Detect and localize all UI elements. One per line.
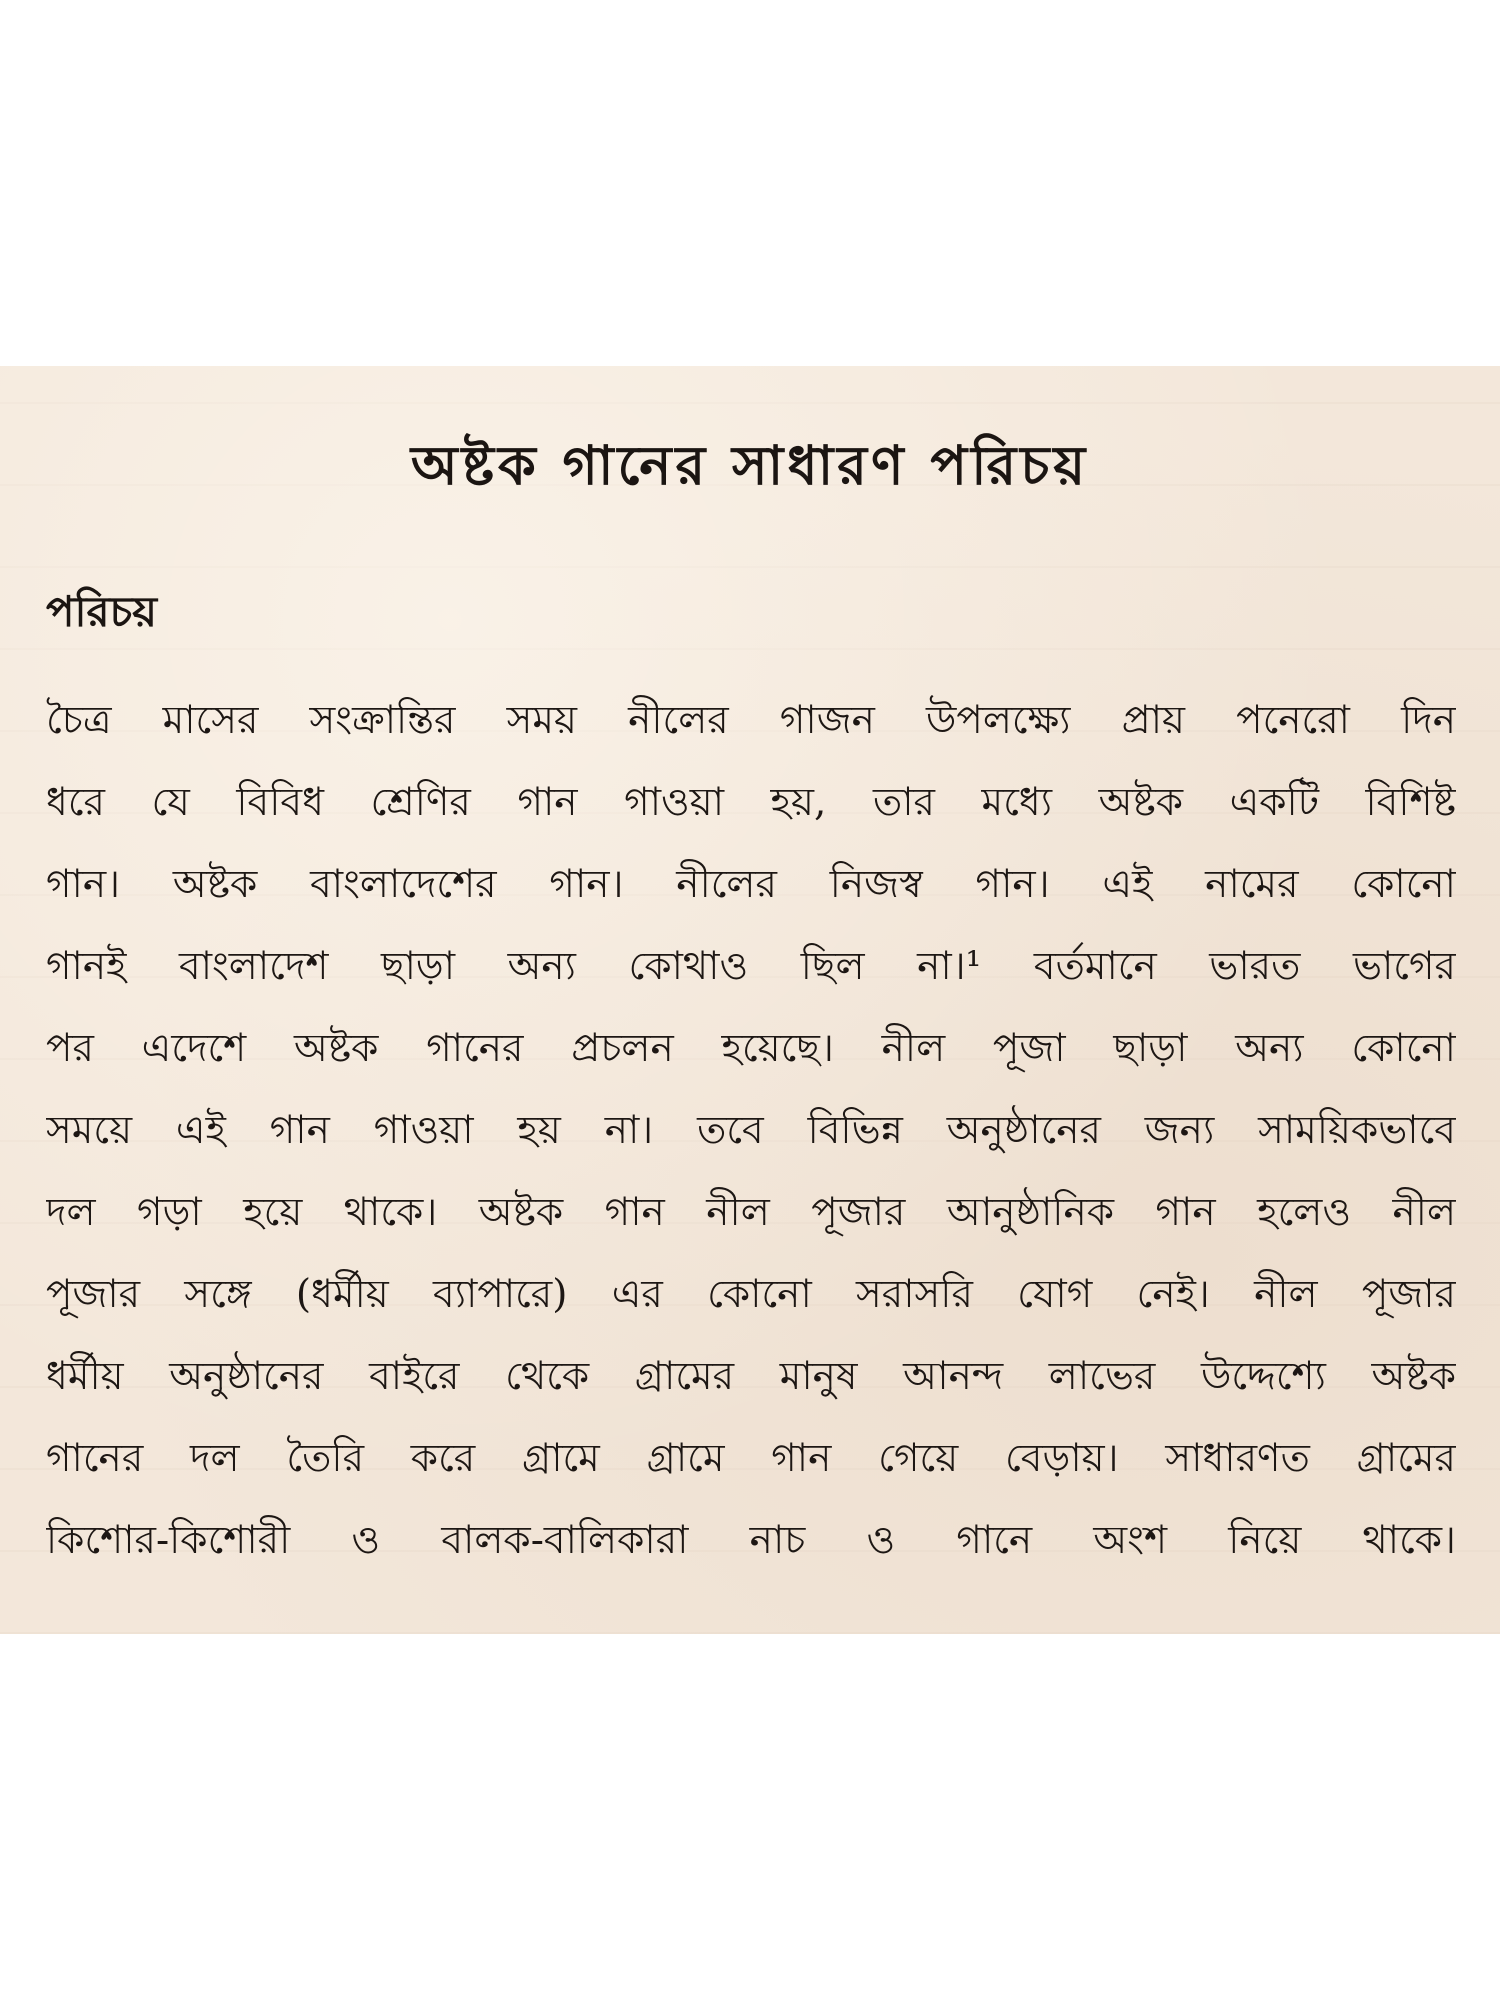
text-line: পর এদেশে অষ্টক গানের প্রচলন হয়েছে। নীল পূজা ছাড়া অন্য কোনো	[46, 1026, 1456, 1071]
text-line: সময়ে এই গান গাওয়া হয় না। তবে বিভিন্ন অনুষ্ঠানের জন্য সাময়িকভাবে	[46, 1108, 1456, 1153]
text-line: কিশোর-কিশোরী ও বালক-বালিকারা নাচ ও গানে অংশ নিয়ে থাকে।	[46, 1518, 1456, 1563]
page-title: অষ্টক গানের সাধারণ পরিচয়	[410, 433, 1090, 497]
text-line: পূজার সঙ্গে (ধর্মীয় ব্যাপারে) এর কোনো সরাসরি যোগ নেই। নীল পূজার	[46, 1272, 1456, 1317]
text-line: দল গড়া হয়ে থাকে। অষ্টক গান নীল পূজার আনুষ্ঠানিক গান হলেও নীল	[46, 1190, 1456, 1235]
text-line: গানই বাংলাদেশ ছাড়া অন্য কোথাও ছিল না।¹ বর্তমানে ভারত ভাগের	[46, 944, 1456, 989]
section-heading: পরিচয়	[46, 587, 158, 636]
text-line: চৈত্র মাসের সংক্রান্তির সময় নীলের গাজন উপলক্ষ্যে প্রায় পনেরো দিন	[46, 698, 1456, 743]
scanned-page	[0, 366, 1500, 1634]
text-line: গান। অষ্টক বাংলাদেশের গান। নীলের নিজস্ব গান। এই নামের কোনো	[46, 862, 1456, 907]
text-line: গানের দল তৈরি করে গ্রামে গ্রামে গান গেয়ে বেড়ায়। সাধারণত গ্রামের	[46, 1436, 1456, 1481]
text-line: ধর্মীয় অনুষ্ঠানের বাইরে থেকে গ্রামের মানুষ আনন্দ লাভের উদ্দেশ্যে অষ্টক	[46, 1354, 1456, 1399]
text-line: ধরে যে বিবিধ শ্রেণির গান গাওয়া হয়, তার মধ্যে অষ্টক একটি বিশিষ্ট	[46, 780, 1456, 825]
body-paragraph	[46, 680, 1456, 1582]
